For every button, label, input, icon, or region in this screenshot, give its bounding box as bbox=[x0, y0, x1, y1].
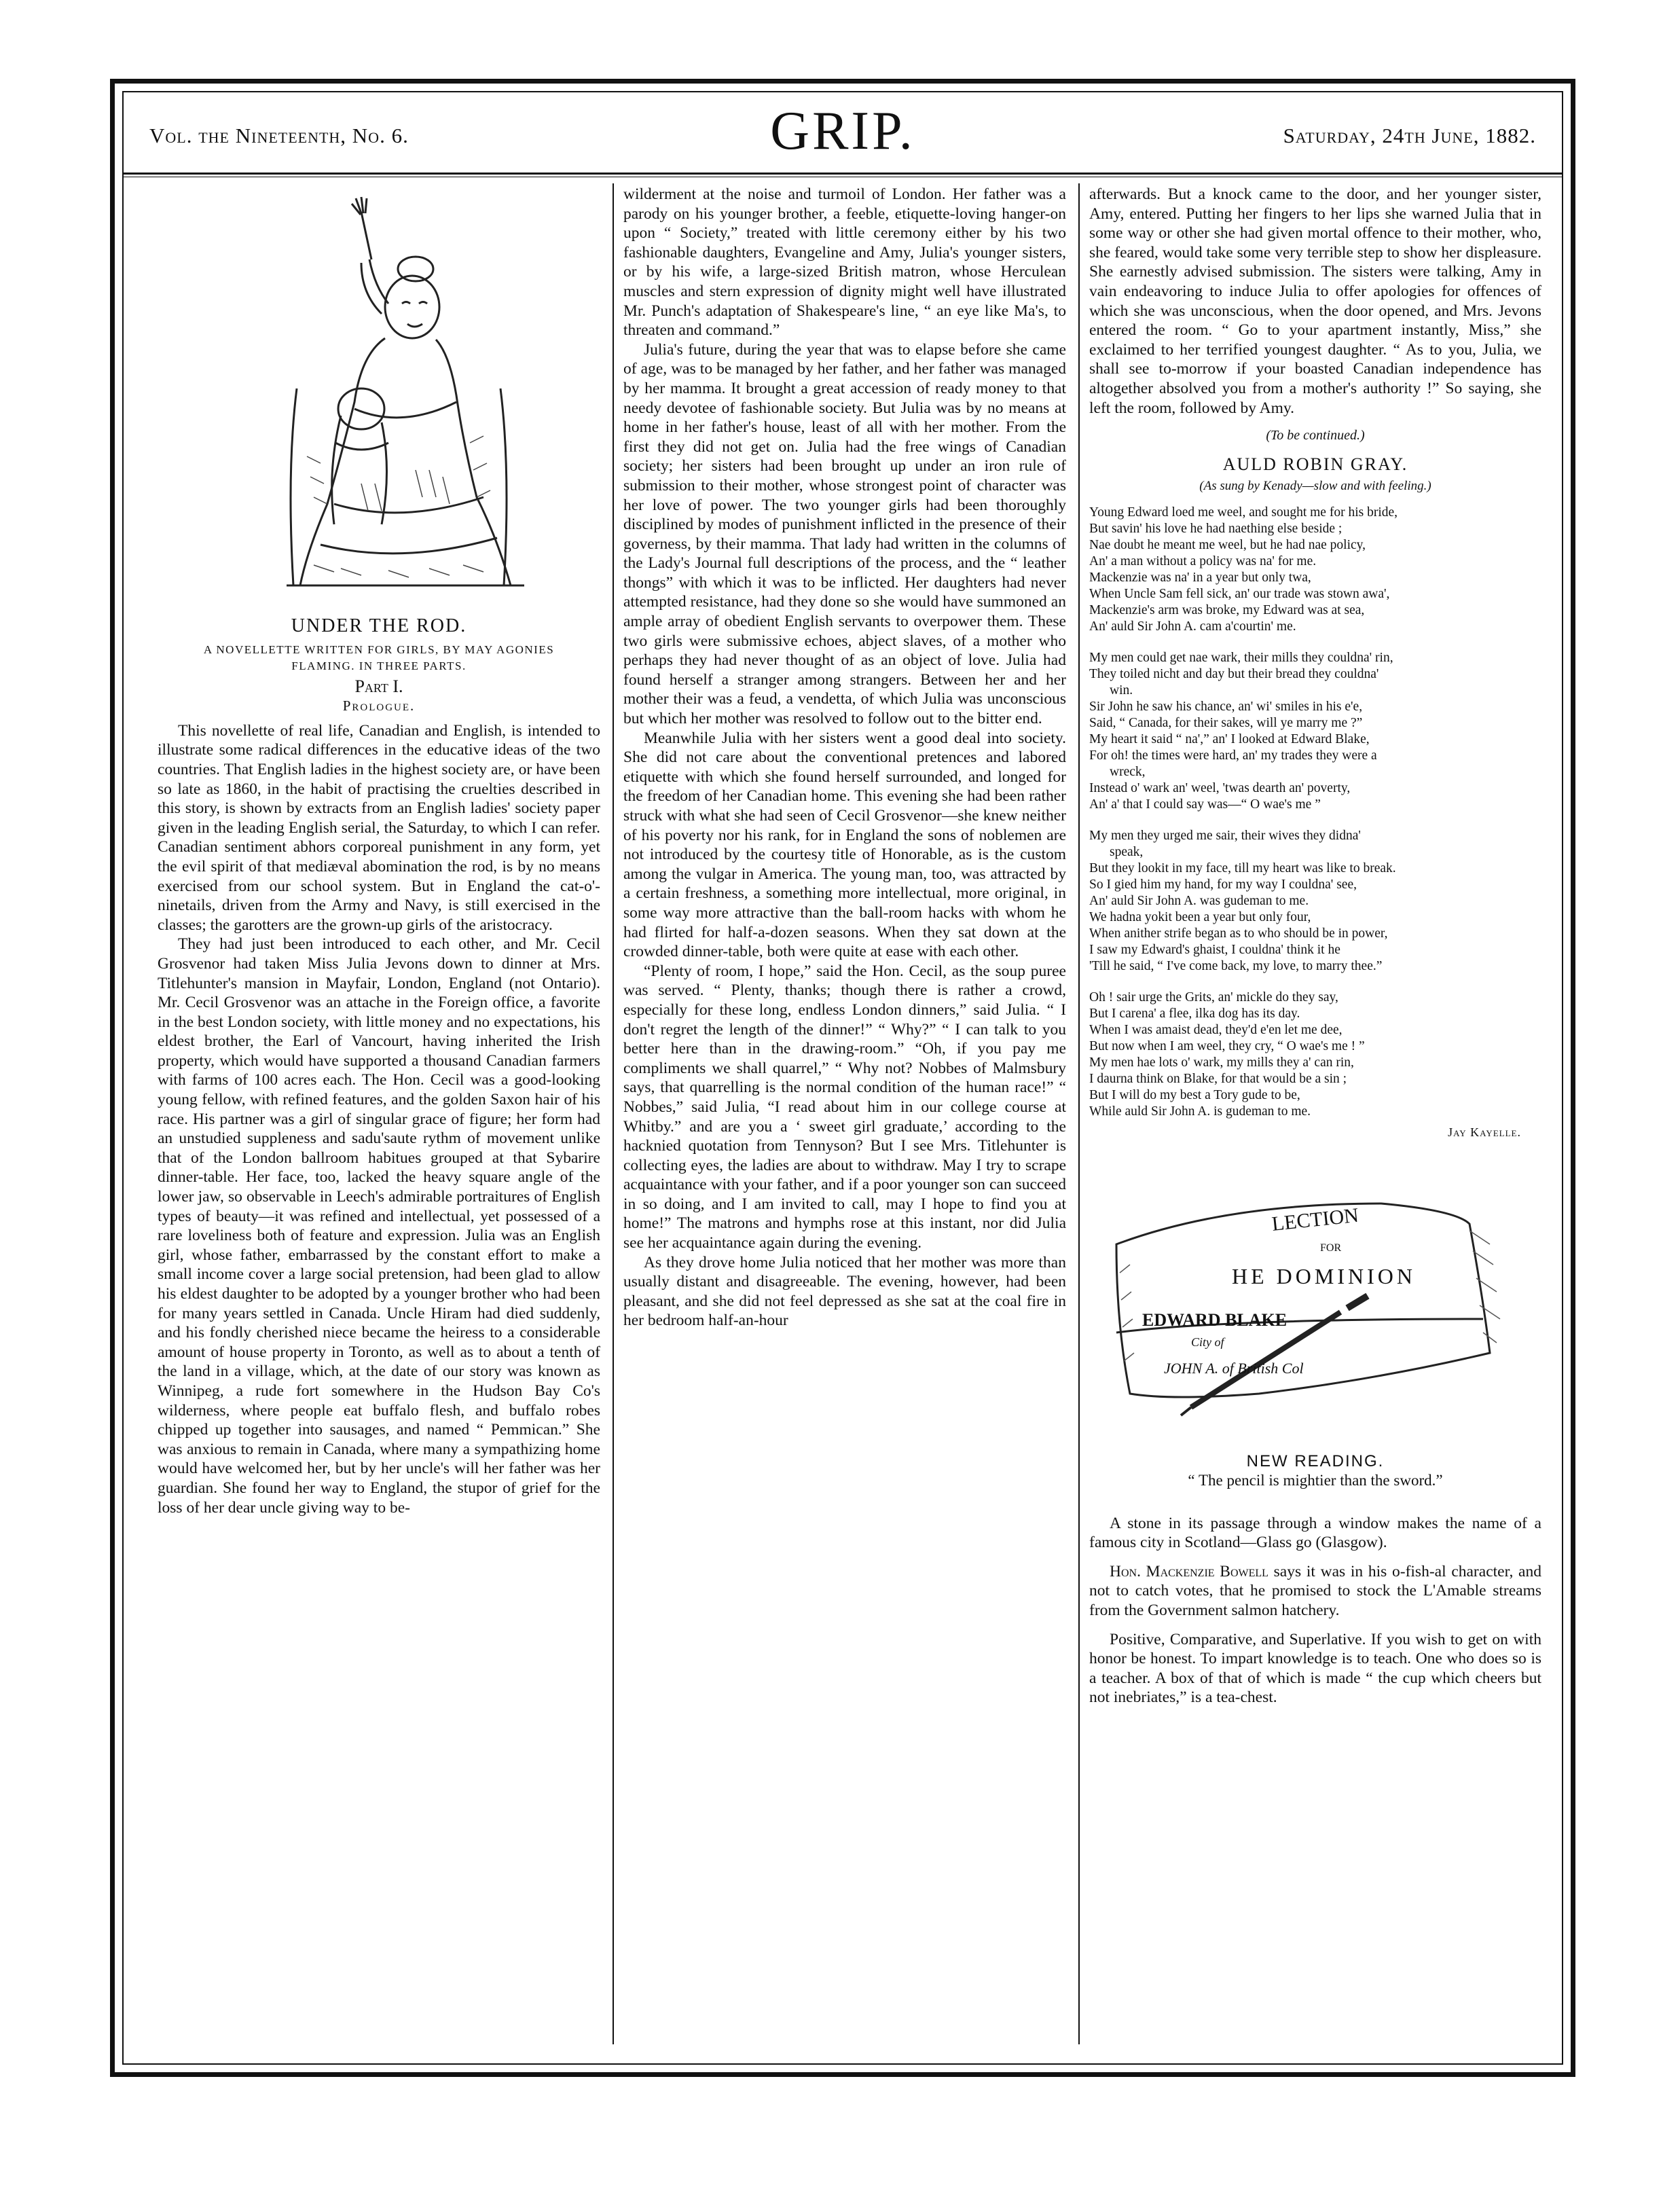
poem-line: I daurna think on Blake, for that would be a sin ; bbox=[1089, 1071, 1347, 1086]
cartoon-quote: “ The pencil is mightier than the sword.” bbox=[1188, 1472, 1443, 1489]
poem-line: 'Till he said, “ I've come back, my love, to marry thee.” bbox=[1089, 958, 1383, 973]
poem-line: When I was amaist dead, they'd e'en let me dee, bbox=[1089, 1022, 1343, 1037]
poem-subtitle: (As sung by Kenady—slow and with feeling.) bbox=[1199, 479, 1431, 494]
header-rule bbox=[122, 173, 1563, 175]
story-paragraph: “Plenty of room, I hope,” said the Hon. Cecil, as the soup puree was served. “ Plenty, thanks; though there is rather a crowd, especially for these long, endless London dinners,” said Julia. “ I don't regret the length of the dinner!” “ Why?” “ I can talk to you better here than in the drawing-room.” “Oh, if you pay me compliments we shall quarrel,” “ Why not? Nobbes of Malmsbury says, that quarrelling is the normal condition of the human race!” “ Nobbes,” said Julia, “I read about him in our college course at Whitby.” and are you a ‘ sweet girl graduate,’ according to the hacknied quotation from Tennyson? But I see Mrs. Titlehunter is collecting eyes, the ladies are about to withdraw. May I try to scrape acquaintance with your father, and if a poor younger son can succeed in so doing, and I am invited to call, may I hope to find you at home!” The matrons and hymphs rose at this instant, nor did Julia see her acquaintance again during the evening. bbox=[623, 962, 1066, 1252]
poem-line: While auld Sir John A. is gudeman to me. bbox=[1089, 1104, 1311, 1119]
publication-title: GRIP. bbox=[770, 101, 915, 161]
volume-number: Vol. the Nineteenth, No. 6. bbox=[149, 124, 409, 147]
cartoon-text: FOR bbox=[1320, 1242, 1342, 1254]
poem-line: But I will do my best a Tory gude to be, bbox=[1089, 1087, 1300, 1102]
poem-line: Oh ! sair urge the Grits, an' mickle do they say, bbox=[1089, 990, 1338, 1005]
to-be-continued: (To be continued.) bbox=[1266, 428, 1365, 444]
poem-line: Nae doubt he meant me weel, but he had nae policy, bbox=[1089, 537, 1366, 552]
prologue-paragraph: This novellette of real life, Canadian and English, is intended to illustrate some radical differences in the educative ideas of the two countries. That English ladies in the highest society are, or have been so late as 1860, in the habit of practising the cruelties described in this story, is shown by extracts from an English ladies' society paper given in the leading English serial, the Saturday, to which I can refer. Canadian sentiment abhors corporeal punishment in any form, yet the evil spirit of that mediæval abomination the rod, is by no means exercised from our school system. But in England the cat-o'-ninetails, driven from the Army and Navy, is still exercised in the classes; the garotters are the grown-up girls of the aristocracy. bbox=[158, 721, 600, 934]
poem-line: speak, bbox=[1110, 844, 1144, 859]
poem-line: But savin' his love he had naething else beside ; bbox=[1089, 521, 1343, 536]
poem-line: An' auld Sir John A. was gudeman to me. bbox=[1089, 893, 1309, 908]
issue-date: Saturday, 24th June, 1882. bbox=[1283, 124, 1536, 147]
poem-line: Sir John he saw his chance, an' wi' smiles in his e'e, bbox=[1089, 699, 1363, 714]
poem-line: wreck, bbox=[1110, 764, 1146, 779]
story-paragraph: afterwards. But a knock came to the door, and her younger sister, Amy, entered. Putting her fingers to her lips she warned Julia that in some way or other she had given mortal offence to their mother, who, she feared, would take some very terrible step to show her displeasure. She earnestly advised submission. The sisters were talking, Amy in vain endeavoring to induce Julia to offer apologies for offences of which she was unconscious, when the door opened, and Mrs. Jevons entered the room. “ Go to your apartment instantly, Miss,” she exclaimed to her terrified youngest daughter. “ As to you, Julia, we shall see to-morrow if your boasted Canadian independence has altogether absolved you from a mother's authority !” So saying, she left the room, followed by Amy. bbox=[1089, 185, 1541, 417]
story-paragraph: As they drove home Julia noticed that her mother was more than usually distant and disagreeable. The evening, however, had been pleasant, and she did not feel depressed as she sat at the coal fire in her bedroom half-an-hour bbox=[623, 1253, 1066, 1330]
paragraph-body: says it was in his o-fish-al character, and not to catch votes, that he promised to stock the L'Amable streams from the Government salmon hatchery. bbox=[1089, 1562, 1541, 1620]
story-title: UNDER THE ROD. bbox=[291, 615, 467, 636]
poem-line: An' a man without a policy was na' for me. bbox=[1089, 554, 1317, 568]
cartoon-text: EDWARD BLAKE bbox=[1142, 1309, 1288, 1330]
joke-paragraph bbox=[1089, 1562, 1541, 1621]
poem bbox=[1089, 505, 1541, 1120]
poem-line: An' auld Sir John A. cam a'courtin' me. bbox=[1089, 619, 1296, 634]
cartoon-text: HE DOMINION bbox=[1232, 1263, 1416, 1288]
poem-line: So I gied him my hand, for my way I couldna' see, bbox=[1089, 877, 1357, 892]
poem-line: I saw my Edward's ghaist, I couldna' think it he bbox=[1089, 942, 1340, 957]
ballot-paper-drawing bbox=[1089, 1163, 1541, 1448]
poem-stanza bbox=[1089, 505, 1541, 635]
paragraph-lead: Hon. Mackenzie Bowell bbox=[1110, 1562, 1268, 1580]
poem-line: Mackenzie was na' in a year but only twa, bbox=[1089, 570, 1311, 585]
poem-stanza bbox=[1089, 650, 1541, 813]
poem-line: Mackenzie's arm was broke, my Edward was at sea, bbox=[1089, 602, 1365, 617]
poem-line: Said, “ Canada, for their sakes, will ye marry me ?” bbox=[1089, 715, 1363, 730]
cartoon-text: JOHN A. of British Col bbox=[1164, 1359, 1304, 1377]
poem-stanza bbox=[1089, 990, 1541, 1120]
story-paragraph: wilderment at the noise and turmoil of London. Her father was a parody on his younger brother, a feeble, etiquette-loving hanger-on upon “ Society,” treated with little ceremony either by his two fashionable daughters, Evangeline and Amy, Julia's younger sisters, or by his wife, a large-sized British matron, whose Herculean muscles and stern expression of dignity might well have illustrated Mr. Punch's adaptation of Shakespeare's line, “ an eye like Ma's, to threaten and command.” bbox=[623, 185, 1066, 340]
masthead bbox=[122, 95, 1563, 170]
story-paragraph: Julia's future, during the year that was to elapse before she came of age, was to be managed by her father, and her father was managed by her mamma. It brought a great accession of ready money to that needy devotee of fashionable society. But Julia was by no means at home in her father's house, least of all with her mother. From the first they did not get on. Julia had the free wings of Canadian society; her sisters had been brought up under an iron rule of submission to their mother, whose strongest point of character was her love of power. The two younger girls had been thoroughly disciplined by modes of punishment inflicted in the presence of their governess, by their mamma. That lady had written in the columns of the Lady's Journal full descriptions of the process, and the “ leather thongs” with which it was to be inflicted. Her daughters had never attempted resistance, had they done so she would have summoned an ample array of obedient English servants to overpower them. These two girls were submissive echoes, abject slaves, of a mother who perhaps they had never thought of as an object of love. Julia had found herself a stranger among strangers. Between her and her mother their was a feud, a vendetta, of which Julia was unconscious but which her mother was resolved to follow out to the bitter end. bbox=[623, 340, 1066, 728]
column-rule-1 bbox=[613, 183, 614, 2044]
poem-title: AULD ROBIN GRAY. bbox=[1222, 454, 1408, 474]
story-paragraph: They had just been introduced to each other, and Mr. Cecil Grosvenor had taken Miss Julia Jevons down to dinner at Mrs. Titlehunter's mansion in Mayfair, London, England (not Ontario). Mr. Cecil Grosvenor was an attache in the Foreign office, a favorite in the best London society, with little money and no expectations, his eldest brother, the Earl of Vancourt, having inherited the Irish property, which would have supported a thousand Canadian farmers with farms of 100 acres each. The Hon. Cecil was a good-looking young fellow, with refined features, and the golden Saxon hair of his race. His partner was a girl of singular grace of figure; her form had an unstudied suppleness and sadu'saute rythm of movement unlike that of the London ballroom habitues grouped at that Sybarire dinner-table. Her face, too, lacked the heavy square angle of the lower jaw, so observable in Leech's admirable portraitures of English types of beauty—it was refined and intellectual, yet possessed of a rare loveliness both of feature and expression. Julia was an English girl, whose father, embarrassed by the constant effort to make a small income cover a large social pretension, had been glad to allow his eldest daughter to be adopted by a younger brother who had been for many years settled in Canada. Uncle Hiram had died suddenly, and his fondly cherished niece became the heiress to a considerable amount of house property in Toronto, as well as to about a tenth of the land in a village, which, at the date of our story was known as Winnipeg, a rude fort somewhere in the Hudson Bay Co's wilderness, where people eat buffalo flesh, and buffalo robes chipped up together into sausages, and named “ Pemmican.” She was anxious to remain in Canada, where many a sympathizing home would have welcomed her, but by her uncle's will her father was her guardian. She found her way to England, the stupor of grief for the loss of her dear uncle giving way to be- bbox=[158, 935, 600, 1517]
poem-stanza bbox=[1089, 828, 1541, 975]
woman-with-rod-illustration bbox=[158, 185, 600, 606]
column-2 bbox=[623, 185, 1066, 1331]
poem-line: They toiled nicht and day but their bread they couldna' bbox=[1089, 666, 1379, 681]
election-cartoon bbox=[1089, 1163, 1541, 1448]
poem-line: When anither strife began as to who should be in power, bbox=[1089, 926, 1388, 941]
poem-line: But I carena' a flee, ilka dog has its day. bbox=[1089, 1006, 1300, 1021]
poem-line: Young Edward loed me weel, and sought me for his bride, bbox=[1089, 505, 1398, 520]
poem-signature: Jay Kayelle. bbox=[1448, 1125, 1521, 1139]
joke-paragraph: Positive, Comparative, and Superlative. If you wish to get on with honor be honest. To impart knowledge is to teach. One who does so is a teacher. A box of that of which is made “ the cup which cheers but not inebriates,” is a tea-chest. bbox=[1089, 1630, 1541, 1707]
joke-paragraph: A stone in its passage through a window makes the name of a famous city in Scotland—Glass go (Glasgow). bbox=[1089, 1514, 1541, 1552]
poem-line: My heart it said “ na',” an' I looked at Edward Blake, bbox=[1089, 731, 1370, 746]
cartoon-text: City of bbox=[1191, 1335, 1224, 1349]
poem-line: win. bbox=[1110, 683, 1133, 698]
poem-line: My men hae lots o' wark, my mills they a' can rin, bbox=[1089, 1055, 1354, 1070]
story-paragraph: Meanwhile Julia with her sisters went a good deal into society. She did not care about the conventional pretences and labored etiquette with which she found herself surrounded, and longed for the freedom of her Canadian home. This evening she had been rather struck with what she had seen of Cecil Grosvenor—she knew neither of his poverty nor his rank, for in England the sons of noblemen are not introduced by the courtesy title of Honorable, as is the custom among the vulgar in America. The young man, too, was attracted by a certain freshness, a something more intellectual, more original, in some way more attractive than the ball-room hacks with whom he had flirted for half-a-dozen seasons. When they sat down at the crowded dinner-table, both were quite at ease with each other. bbox=[623, 729, 1066, 961]
poem-line: When Uncle Sam fell sick, an' our trade was stown awa', bbox=[1089, 586, 1390, 601]
story-subtitle: A NOVELLETTE WRITTEN FOR GIRLS, BY MAY AGONIES FLAMING. IN THREE PARTS. bbox=[203, 643, 555, 672]
cartoon-caption: NEW READING. bbox=[1246, 1451, 1385, 1470]
poem-line: My men they urged me sair, their wives they didna' bbox=[1089, 828, 1361, 843]
poem-line: But they lookit in my face, till my heart was like to break. bbox=[1089, 861, 1396, 875]
part-heading: Part I. bbox=[354, 676, 403, 696]
column-rule-2 bbox=[1078, 183, 1080, 2044]
poem-line: But now when I am weel, they cry, “ O wae's me ! ” bbox=[1089, 1038, 1365, 1053]
poem-line: Instead o' wark an' weel, 'twas dearth an' poverty, bbox=[1089, 780, 1351, 795]
poem-line: We hadna yokit been a year but only four, bbox=[1089, 909, 1311, 924]
cartoon-text: LECTION bbox=[1271, 1204, 1360, 1235]
prologue-heading: Prologue. bbox=[342, 698, 416, 714]
poem-line: For oh! the times were hard, an' my trades they were a bbox=[1089, 748, 1377, 763]
poem-line: An' a' that I could say was—“ O wae's me ” bbox=[1089, 797, 1321, 812]
column-1 bbox=[158, 185, 600, 1517]
poem-line: My men could get nae wark, their mills they couldna' rin, bbox=[1089, 650, 1393, 665]
column-3 bbox=[1089, 185, 1541, 1707]
